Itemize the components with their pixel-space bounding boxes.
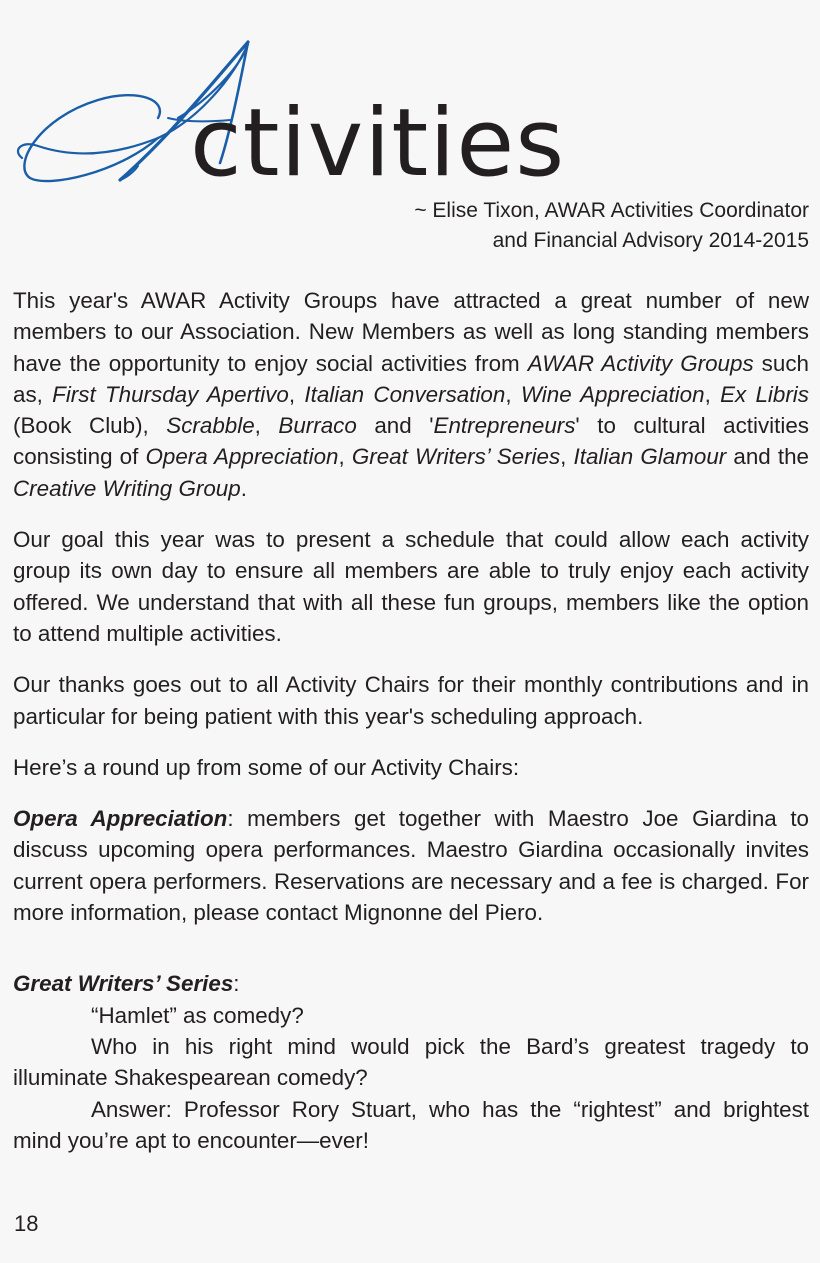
opera-heading: Opera Appreciation [13,806,228,832]
text-run: , [338,444,352,470]
opera-text: : members get together with Maestro Joe Giardina to discuss upcoming opera performances. Maestro Giardina occasionally invites current opera performers. Reservations are necessary and a fee is charged. For more information, please contact Mignonne del Piero. [13,806,809,926]
text-run: (Book Club), [13,413,167,439]
text-run: , [254,413,279,439]
italic-run: Creative Writing Group [13,475,241,501]
italic-run: First Thursday Apertivo [52,381,289,407]
italic-run: Italian Glamour [573,444,727,470]
page-title [8,38,568,198]
roundup-intro: Here’s a round up from some of our Activity Chairs: [13,754,520,780]
text-run: , [505,381,521,407]
italic-run: Entrepreneurs [433,413,576,439]
page-number: 18 [14,1211,39,1236]
text-run: , [560,444,574,470]
writers-heading: Great Writers’ Series [13,971,234,997]
italic-run: Opera Appreciation [145,444,339,470]
italic-run: Italian Conversation [304,381,506,407]
opera-section [13,803,809,928]
writers-colon: : [233,971,240,997]
title-text: ctivities [190,89,566,198]
text-run: such as, [13,350,809,407]
text-run: , [704,381,721,407]
writers-line-1: “Hamlet” as comedy? [91,1002,304,1028]
byline-role: and Financial Advisory 2014-2015 [492,229,809,252]
goal-paragraph: Our goal this year was to present a schedule that could allow each activity group its own day to ensure all members are able to truly enjoy each activity offered. We understand that with all these fun groups, members like the option to attend multiple activities. [13,527,809,646]
italic-run: Wine Appreciation [520,381,705,407]
writers-line-3: Answer: Professor Rory Stuart, who has the “rightest” and brightest mind you’re apt to encounter—ever! [13,1096,809,1153]
italic-run: Scrabble [166,413,255,439]
italic-run: AWAR Activity Groups [527,350,754,376]
text-run: ' to cultural activities consisting of [13,413,809,470]
byline [414,196,809,256]
intro-paragraph [13,285,809,504]
text-run: , [288,381,305,407]
italic-run: Great Writers’ Series [351,444,561,470]
italic-run: Burraco [278,413,357,439]
article-body [13,285,809,1156]
text-run: and the [726,444,809,470]
writers-line-2: Who in his right mind would pick the Bard’s greatest tragedy to illuminate Shakespearean comedy? [13,1033,809,1091]
thanks-paragraph: Our thanks goes out to all Activity Chairs for their monthly contributions and in particular for being patient with this year's scheduling approach. [13,672,809,729]
text-run: This year's AWAR Activity Groups have attracted a great number of new members to our Association. New Members as well as long standing members have the opportunity to enjoy social activities from [13,288,809,376]
byline-author: ~ Elise Tixon, AWAR Activities Coordinator [414,199,809,222]
text-run: . [240,475,247,501]
italic-run: Ex Libris [720,381,809,407]
writers-heading-line [13,968,809,999]
text-run: and ' [356,413,434,439]
